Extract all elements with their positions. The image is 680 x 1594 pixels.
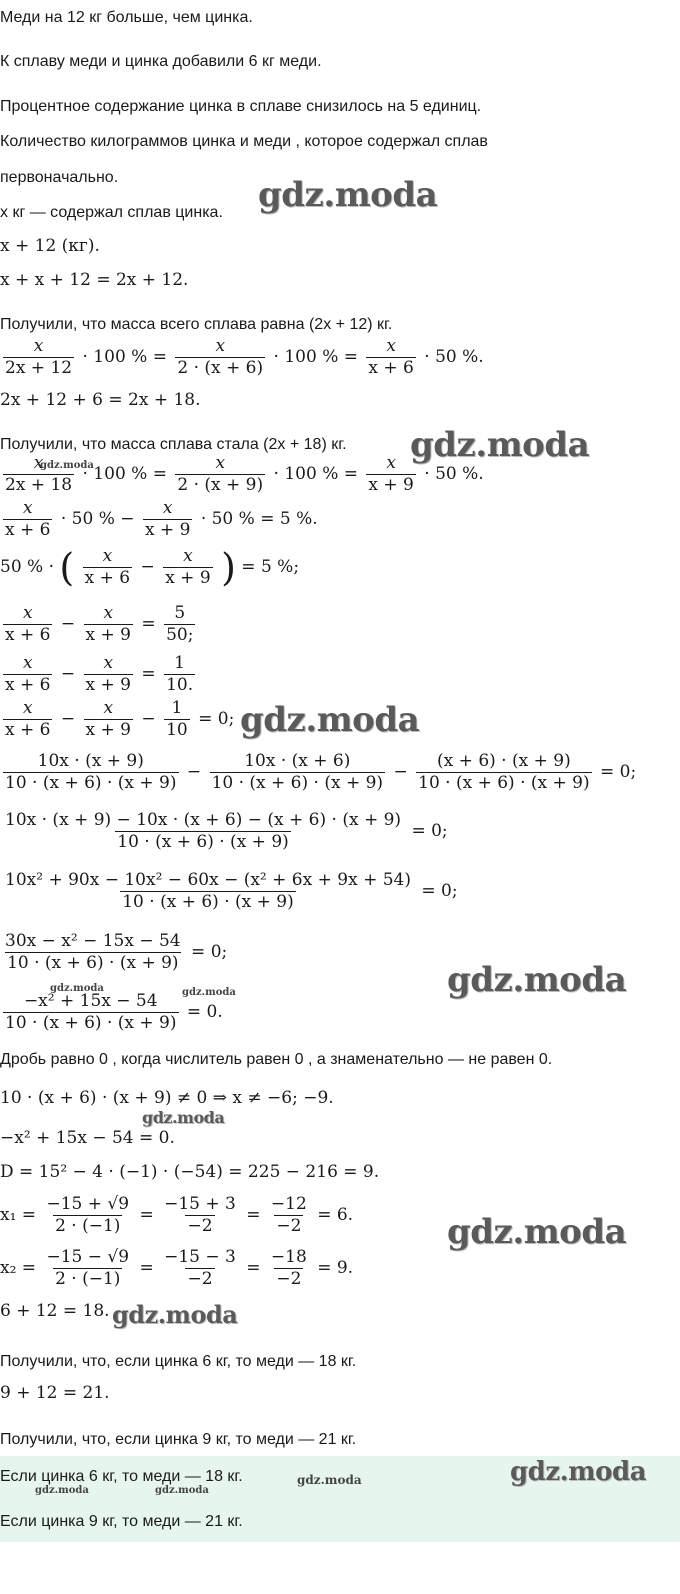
fraction: $\frac{\text{30x − x² − 15x − 54}}{10 \cdot (x + 6) \cdot (x + 9)}$ bbox=[5, 931, 181, 973]
initial-percent-equation: $\frac{x}{2x + 12}$ · 100 % = $\frac{x}{2 \cdot (x + 6)}$ · 100 % = $\frac{x}{x + 6}$ · 50 %. bbox=[5, 336, 484, 378]
new-mass-statement: Получили, что масса сплава стала (2x + 18) кг. bbox=[0, 436, 347, 453]
fraction: $\frac{10x \cdot (x + 6)}{10 \cdot (x + 6) \cdot (x + 9)}$ bbox=[211, 751, 384, 793]
total-mass-statement: Получили, что масса всего сплава равна (2x + 12) кг. bbox=[0, 316, 393, 333]
fraction: $\frac{-18}{-2}$ bbox=[270, 1247, 307, 1289]
fraction: $\frac{x}{x + 9}$ bbox=[85, 653, 131, 695]
watermark: gdz.moda bbox=[447, 1212, 627, 1252]
watermark: gdz.moda bbox=[258, 175, 438, 215]
watermark-small: gdz.moda bbox=[40, 460, 94, 471]
result-case-1: Получили, что, если цинка 6 кг, то меди — 18 кг. bbox=[0, 1353, 357, 1370]
condition-line-3: Процентное содержание цинка в сплаве снизилось на 5 единиц. bbox=[0, 98, 482, 115]
fraction: $\frac{10x \cdot (x + 9)}{10 \cdot (x + 6) \cdot (x + 9)}$ bbox=[5, 751, 177, 793]
fraction: $\frac{-15 - √9}{2 \cdot (-1)}$ bbox=[46, 1247, 130, 1289]
condition-line-4: Количество килограммов цинка и меди , которое содержал сплав bbox=[0, 133, 488, 150]
answer-line-1: Если цинка 6 кг, то меди — 18 кг. bbox=[0, 1468, 243, 1485]
discriminant: D = 15² − 4 · (−1) · (−54) = 225 − 216 = 9. bbox=[0, 1162, 380, 1182]
fraction: $\frac{-15 + 3}{-2}$ bbox=[164, 1194, 236, 1236]
fraction: $\frac{x}{x + 9}$ bbox=[144, 498, 191, 540]
factored-equation: 50 % · ( $\frac{x}{x + 6}$ − $\frac{x}{x + 9}$ ) = 5 %; bbox=[0, 545, 300, 590]
root-x1: x₁ = $\frac{-15 + √9}{2 \cdot (-1)}$ = $\frac{-15 + 3}{-2}$ = $\frac{-12}{-2}$ = 6. bbox=[0, 1194, 354, 1236]
fraction: $\frac{\text{10x² + 90x − 10x² − 60x − (x² + 6x + 9x + 54)}}{10 \cdot (x + 6) \cdot (x + 9)}$ bbox=[5, 870, 411, 912]
fraction: $\frac{x}{2 \cdot (x + 9)}$ bbox=[177, 453, 264, 495]
quadratic-equation: −x² + 15x − 54 = 0. bbox=[0, 1128, 175, 1148]
result-case-2: Получили, что, если цинка 9 кг, то меди — 21 кг. bbox=[0, 1431, 357, 1448]
answer-line-2: Если цинка 9 кг, то меди — 21 кг. bbox=[0, 1513, 243, 1530]
watermark-small: gdz.moda bbox=[35, 1485, 89, 1496]
copper-expression: x + 12 (кг). bbox=[0, 236, 100, 256]
watermark: gdz.moda bbox=[240, 700, 420, 740]
watermark: gdz.moda bbox=[510, 1457, 647, 1487]
condition-line-5: первоначально. bbox=[0, 169, 119, 186]
copper-case-1: 6 + 12 = 18. bbox=[0, 1301, 110, 1321]
fraction: $\frac{-12}{-2}$ bbox=[270, 1194, 307, 1236]
fraction: $\frac{x}{x + 9}$ bbox=[368, 453, 414, 495]
equation-1-10: $\frac{x}{x + 6}$ − $\frac{x}{x + 9}$ = $\frac{1}{10.}$ bbox=[5, 653, 194, 695]
watermark: gdz.moda bbox=[112, 1300, 238, 1329]
fraction: $\frac{1}{10.}$ bbox=[166, 653, 194, 695]
fraction: $\frac{x}{x + 9}$ bbox=[85, 698, 131, 740]
watermark-small: gdz.moda bbox=[50, 983, 104, 994]
new-percent-equation: $\frac{x}{2x + 18}$ · 100 % = $\frac{x}{2 \cdot (x + 9)}$ · 100 % = $\frac{x}{x + 9}$ · 50 %. bbox=[5, 453, 484, 495]
condition-line-1: Меди на 12 кг больше, чем цинка. bbox=[0, 9, 253, 26]
fraction: $\frac{\text{−x² + 15x − 54}}{10 \cdot (x + 6) \cdot (x + 9)}$ bbox=[5, 991, 177, 1033]
simplified-fraction-equation: $\frac{\text{30x − x² − 15x − 54}}{10 \cdot (x + 6) \cdot (x + 9)}$ = 0; bbox=[5, 931, 228, 973]
fraction-zero-rule: Дробь равно 0 , когда числитель равен 0 , а знаменательно — не равен 0. bbox=[0, 1051, 553, 1068]
fraction: $\frac{x}{x + 9}$ bbox=[165, 546, 211, 588]
new-mass-expression: 2x + 12 + 6 = 2x + 18. bbox=[0, 390, 201, 410]
fraction: $\frac{x}{2x + 18}$ bbox=[5, 453, 73, 495]
watermark-small: gdz.moda bbox=[155, 1485, 209, 1496]
equation-zero: $\frac{x}{x + 6}$ − $\frac{x}{x + 9}$ − $\frac{1}{10}$ = 0; bbox=[5, 698, 235, 740]
fraction: $\frac{(x + 6) \cdot (x + 9)}{10 \cdot (x + 6) \cdot (x + 9)}$ bbox=[418, 751, 590, 793]
fraction: $\frac{x}{x + 9}$ bbox=[85, 603, 131, 645]
fraction: $\frac{x}{x + 6}$ bbox=[5, 498, 51, 540]
fraction: $\frac{5}{50;}$ bbox=[166, 603, 194, 645]
fraction: $\frac{x}{2 \cdot (x + 6)}$ bbox=[177, 336, 264, 378]
fraction: $\frac{x}{x + 6}$ bbox=[84, 546, 131, 588]
equation-5-50: $\frac{x}{x + 6}$ − $\frac{x}{x + 9}$ = $\frac{5}{50;}$ bbox=[5, 603, 194, 645]
fraction: $\frac{x}{x + 6}$ bbox=[5, 603, 51, 645]
watermark-small: gdz.moda bbox=[182, 987, 236, 998]
watermark: gdz.moda bbox=[447, 960, 627, 1000]
fraction: $\frac{x}{2x + 12}$ bbox=[5, 336, 73, 378]
expanded-fraction-equation: $\frac{\text{10x² + 90x − 10x² − 60x − (x² + 6x + 9x + 54)}}{10 \cdot (x + 6) \cdot (x + 9)}$ = 0; bbox=[5, 870, 458, 912]
combined-fraction-equation: $\frac{10x \cdot (x + 9) - 10x \cdot (x + 6) - (x + 6) \cdot (x + 9)}{10 \cdot (x + 6) \cdot (x + 9)}$ = 0; bbox=[5, 810, 448, 852]
domain-restriction: 10 · (x + 6) · (x + 9) ≠ 0 ⇒ x ≠ −6; −9. bbox=[0, 1088, 334, 1108]
fraction: $\frac{1}{10}$ bbox=[166, 698, 188, 740]
fraction: $\frac{x}{x + 6}$ bbox=[5, 698, 51, 740]
total-mass-expression: x + x + 12 = 2x + 12. bbox=[0, 270, 189, 290]
let-x-line: x кг — содержал сплав цинка. bbox=[0, 204, 223, 221]
fraction: $\frac{-15 - 3}{-2}$ bbox=[164, 1247, 236, 1289]
root-x2: x₂ = $\frac{-15 - √9}{2 \cdot (-1)}$ = $\frac{-15 - 3}{-2}$ = $\frac{-18}{-2}$ = 9. bbox=[0, 1247, 354, 1289]
watermark: gdz.moda bbox=[410, 425, 590, 465]
fraction: $\frac{x}{x + 6}$ bbox=[5, 653, 51, 695]
condition-line-2: К сплаву меди и цинка добавили 6 кг меди. bbox=[0, 53, 322, 70]
fraction: $\frac{10x \cdot (x + 9) - 10x \cdot (x + 6) - (x + 6) \cdot (x + 9)}{10 \cdot (x + 6) \cdot (x + 9)}$ bbox=[5, 810, 402, 852]
difference-equation: $\frac{x}{x + 6}$ · 50 % − $\frac{x}{x + 9}$ · 50 % = 5 %. bbox=[5, 498, 318, 540]
copper-case-2: 9 + 12 = 21. bbox=[0, 1383, 110, 1403]
common-denominator-equation: $\frac{10x \cdot (x + 9)}{10 \cdot (x + 6) \cdot (x + 9)}$ − $\frac{10x \cdot (x + 6)}{10 \cdot (x + 6) \cdot (x + 9)}$ − $\frac{(x + 6) \cdot (x + 9)}{10 \cdot (x + 6) \cdot (x + 9)}$ = 0; bbox=[5, 751, 637, 793]
final-fraction-equation: $\frac{\text{−x² + 15x − 54}}{10 \cdot (x + 6) \cdot (x + 9)}$ = 0. bbox=[5, 991, 223, 1033]
watermark: gdz.moda bbox=[142, 1108, 225, 1127]
watermark-small: gdz.moda bbox=[297, 1473, 362, 1487]
fraction: $\frac{-15 + √9}{2 \cdot (-1)}$ bbox=[46, 1194, 130, 1236]
fraction: $\frac{x}{x + 6}$ bbox=[368, 336, 414, 378]
